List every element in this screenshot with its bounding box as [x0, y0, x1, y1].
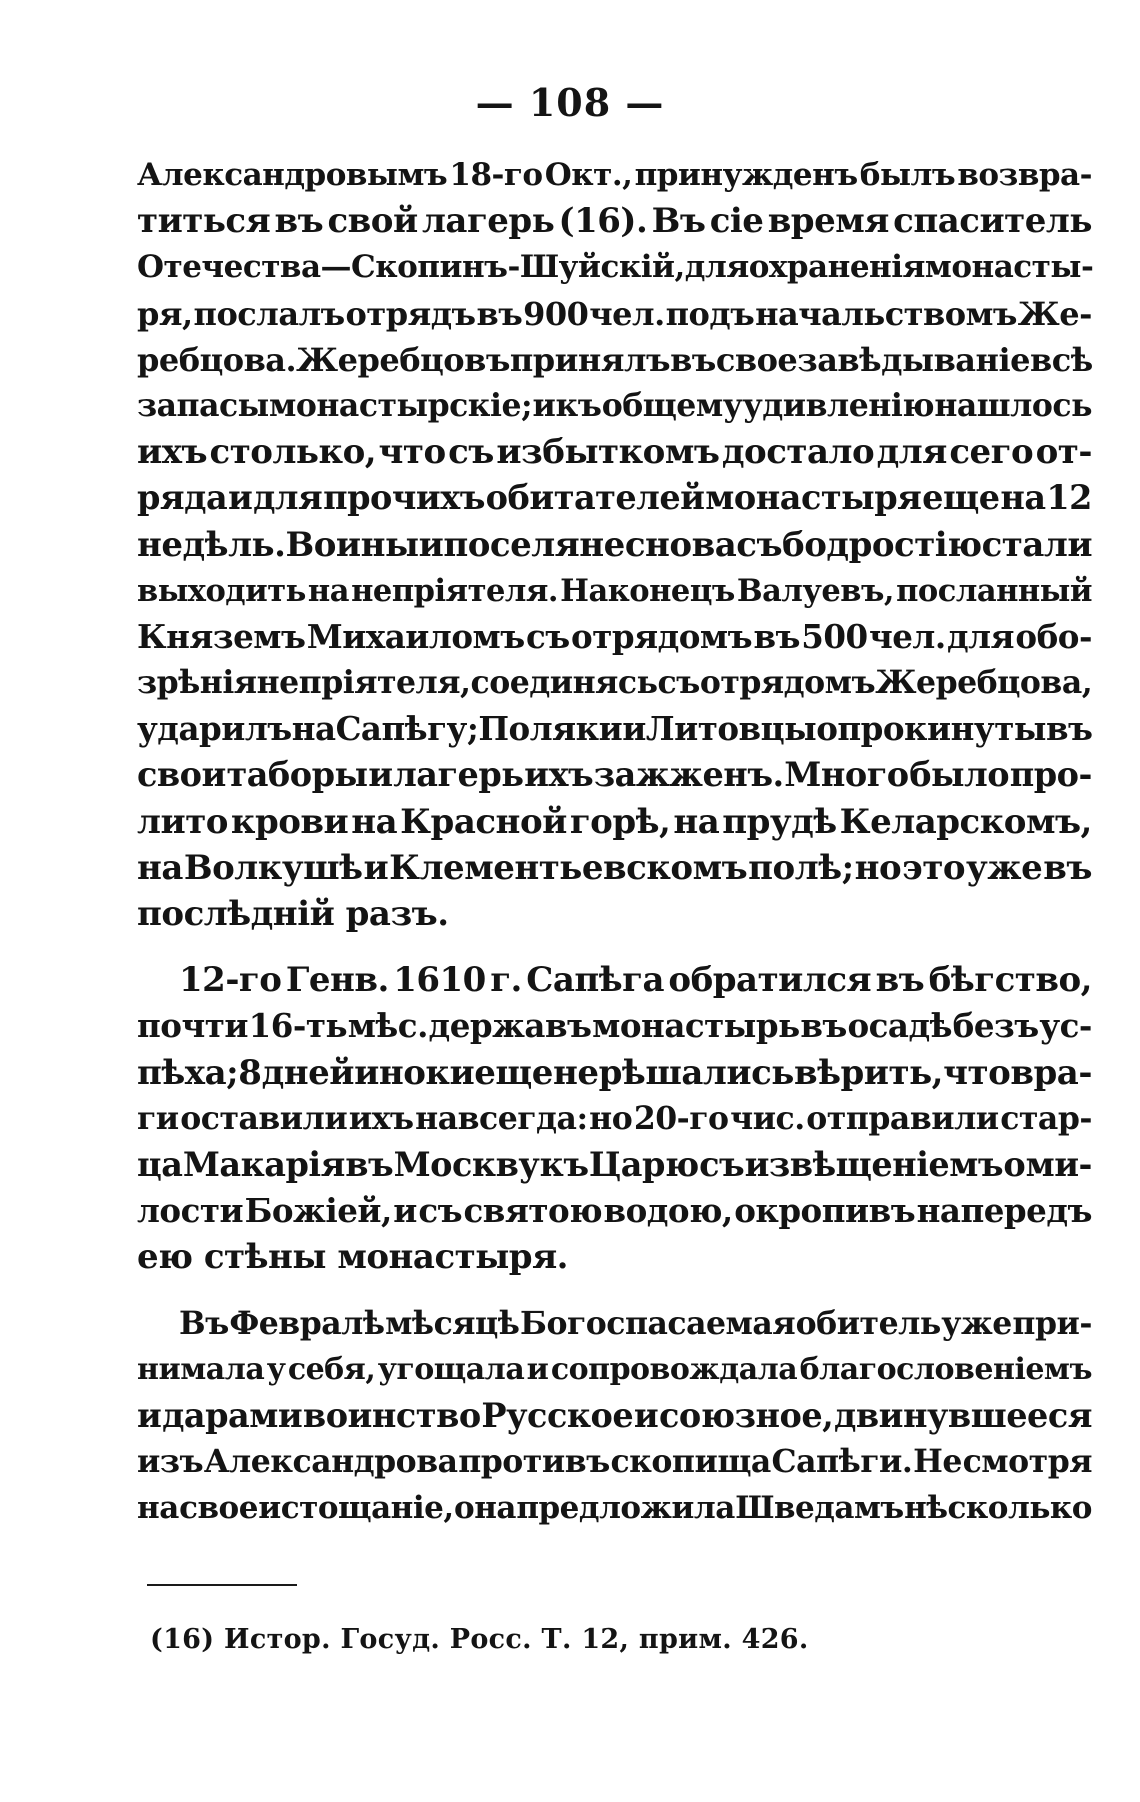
text-line: [137, 244, 1092, 290]
word: Богоспасаемая: [520, 1304, 796, 1342]
word: принялъ: [509, 340, 671, 379]
word: обитателей: [485, 478, 705, 518]
word: Валуевъ,: [736, 572, 895, 609]
word: свое: [179, 1490, 258, 1527]
word: принужденъ: [634, 157, 858, 193]
word: на: [307, 572, 350, 609]
word: отрядомъ: [699, 664, 876, 702]
word: иноки: [354, 1052, 475, 1093]
word: водою,: [603, 1191, 733, 1231]
word: о: [1003, 1144, 1026, 1184]
word: сопровождала: [550, 1351, 798, 1387]
word: уже: [941, 1304, 1012, 1342]
text-line: [137, 845, 1092, 891]
text-line: [137, 614, 1092, 660]
word: Царю: [588, 1144, 699, 1184]
word: съ: [657, 664, 700, 702]
text-line: [137, 1439, 1092, 1485]
word: противъ: [458, 1443, 610, 1481]
word: мѣс.: [347, 1006, 428, 1046]
word: ря,: [137, 294, 193, 333]
word: безъ: [952, 1006, 1039, 1046]
word: рѣшались: [598, 1052, 794, 1093]
word: въ: [670, 340, 716, 379]
word: ги: [137, 1099, 179, 1137]
word: непріятеля.: [351, 572, 559, 609]
word: скопища: [610, 1443, 771, 1481]
text-line: [137, 291, 1092, 337]
word: опрокинуты: [816, 709, 1046, 749]
text-line: [137, 1188, 1092, 1234]
paragraph-gap: [137, 937, 1092, 957]
text-line: [137, 752, 1092, 798]
word: на: [1000, 478, 1046, 518]
word: Сапѣгу;: [335, 709, 479, 749]
text-line: [137, 706, 1092, 752]
word: Жеребцовъ: [296, 340, 510, 379]
word: достало: [721, 432, 875, 473]
word: недѣль.: [137, 524, 286, 565]
word: (16).: [558, 201, 648, 242]
word: полѣ;: [748, 847, 854, 888]
word: Келарскомъ,: [839, 801, 1092, 842]
word: почти: [137, 1006, 248, 1046]
word: свои: [137, 755, 226, 795]
word: въ: [274, 201, 324, 242]
word: 20-го: [633, 1099, 729, 1137]
word: возвра-: [957, 157, 1092, 193]
word: союзное,: [658, 1395, 834, 1435]
word: и: [368, 755, 393, 795]
word: воинство: [302, 1395, 481, 1435]
word: извѣщеніемъ: [744, 1144, 1004, 1184]
word: титься: [137, 201, 271, 242]
text-line: [137, 1393, 1092, 1439]
word: прочихъ: [323, 478, 485, 518]
word: поселяне: [443, 524, 625, 565]
text-line: [137, 1096, 1092, 1142]
word: про-: [1009, 755, 1092, 795]
text-line: ею стѣны монастыря.: [137, 1237, 569, 1278]
word: еще: [922, 478, 1000, 518]
word: осадѣ: [847, 1006, 953, 1046]
word: Божіей,: [244, 1191, 392, 1231]
word: дарами: [162, 1395, 303, 1435]
word: предложила: [516, 1490, 735, 1527]
word: не: [552, 1052, 599, 1093]
word: таборы: [226, 755, 368, 795]
word: свой: [327, 201, 418, 242]
word: на: [351, 801, 398, 842]
word: избыткомъ: [496, 432, 720, 473]
text-line: [137, 1142, 1092, 1188]
word: Волкушѣ: [183, 847, 363, 888]
word: съ: [736, 524, 783, 565]
word: что: [378, 432, 446, 473]
word: окропивъ: [734, 1191, 916, 1231]
word: лагерь: [393, 755, 524, 795]
word: завѣдываніе: [797, 340, 1030, 379]
word: столько,: [209, 432, 377, 473]
word: истощаніе,: [258, 1490, 454, 1527]
text-line: [137, 568, 1092, 614]
word: отрядомъ: [571, 616, 753, 656]
word: лости: [137, 1191, 244, 1231]
word: стар-: [1000, 1099, 1092, 1137]
text-line: [137, 1301, 1092, 1347]
text-line: [137, 337, 1092, 383]
word: 8: [238, 1052, 262, 1093]
word: соединясь: [470, 664, 658, 702]
text-line: [137, 660, 1092, 706]
word: къ: [539, 1144, 589, 1184]
word: это: [902, 847, 966, 888]
word: для: [684, 249, 749, 286]
word: для: [946, 616, 1015, 656]
word: общему: [601, 386, 743, 424]
word: чел.: [589, 294, 665, 333]
text-line: [137, 799, 1092, 845]
word: нимала: [137, 1351, 265, 1387]
word: Не: [913, 1443, 962, 1481]
word: нѣсколько: [904, 1490, 1092, 1527]
word: Много: [784, 755, 909, 795]
word: и: [137, 1395, 162, 1435]
word: г.: [490, 960, 522, 1001]
word: Литовцы: [645, 709, 817, 749]
text-line: [137, 475, 1092, 521]
word: монастырь: [592, 1006, 800, 1046]
word: съ: [448, 432, 494, 473]
text-line: [137, 429, 1092, 475]
word: Окт.,: [544, 157, 633, 193]
word: Въ: [651, 201, 706, 242]
word: и: [622, 709, 646, 749]
word: спаситель: [893, 201, 1092, 242]
word: зажженъ.: [593, 755, 784, 795]
word: 12: [1046, 478, 1092, 518]
word: подъ: [665, 294, 755, 333]
word: державъ: [428, 1006, 592, 1046]
word: уже: [966, 847, 1043, 888]
word: бодростію: [782, 524, 982, 565]
word: на: [137, 847, 183, 888]
word: Шведамъ: [735, 1490, 904, 1527]
word: на: [137, 1490, 179, 1527]
word: благословеніемъ: [799, 1351, 1092, 1387]
word: вра-: [1010, 1052, 1092, 1093]
footnote: (16) Истор. Госуд. Росс. Т. 12, прим. 426.: [150, 1624, 809, 1655]
word: дней: [261, 1052, 354, 1093]
word: и: [363, 847, 389, 888]
word: Макарія: [182, 1144, 345, 1184]
word: и: [526, 1351, 549, 1387]
text-line: [137, 957, 1092, 1003]
word: Поляки: [478, 709, 623, 749]
word: 900: [523, 294, 589, 333]
word: 18-го: [449, 157, 543, 193]
word: снова: [624, 524, 737, 565]
text-line: [137, 152, 1092, 198]
word: горѣ,: [569, 801, 671, 842]
word: Наконецъ: [560, 572, 735, 609]
word: Отечества—Скопинъ-Шуйскій,: [137, 249, 685, 286]
word: изъ: [137, 1443, 204, 1481]
word: двинувшееся: [834, 1395, 1092, 1435]
word: пѣха;: [137, 1052, 239, 1093]
word: у: [266, 1351, 286, 1387]
word: охраненія: [748, 249, 925, 286]
word: въ: [476, 294, 523, 333]
word: отрядъ: [345, 294, 476, 333]
word: ца: [137, 1144, 183, 1184]
word: зрѣнія: [137, 664, 257, 702]
word: былъ: [859, 157, 956, 193]
word: отправили: [806, 1099, 999, 1137]
word: ребцова.: [137, 340, 297, 379]
word: время: [767, 201, 889, 242]
word: непріятеля,: [256, 664, 471, 702]
word: и: [393, 1191, 417, 1231]
word: Въ: [179, 1304, 229, 1342]
word: Генв.: [285, 960, 389, 1001]
text-line: [137, 383, 1092, 429]
word: напередъ: [916, 1191, 1092, 1231]
word: чел.: [868, 616, 946, 656]
word: чис.: [730, 1099, 805, 1137]
text-line: [137, 1347, 1092, 1393]
word: съ: [418, 1191, 463, 1231]
word: всѣ: [1029, 340, 1093, 379]
word: она: [454, 1490, 516, 1527]
word: Александрова: [203, 1443, 458, 1481]
word: вѣрить,: [793, 1052, 943, 1093]
word: лито: [137, 801, 228, 842]
word: и: [227, 478, 253, 518]
word: въ: [800, 1006, 847, 1046]
word: 12-го: [179, 960, 282, 1001]
word: Красной: [400, 801, 567, 842]
word: ми-: [1025, 1144, 1092, 1184]
word: къ: [555, 386, 602, 424]
word: 1610: [393, 960, 486, 1001]
word: Воины: [285, 524, 419, 565]
word: от-: [1035, 432, 1092, 473]
word: и: [532, 386, 556, 424]
word: удивленію: [742, 386, 935, 424]
word: мѣсяцѣ: [385, 1304, 520, 1342]
text-line: [137, 522, 1092, 568]
word: лагерь: [421, 201, 555, 242]
word: послалъ: [193, 294, 345, 333]
word: для: [253, 478, 323, 518]
word: при-: [1012, 1304, 1092, 1342]
word: монастыря: [705, 478, 922, 518]
word: въ: [753, 616, 800, 656]
word: и: [633, 1395, 659, 1435]
word: обитель: [795, 1304, 941, 1342]
word: на: [673, 801, 720, 842]
word: съ: [699, 1144, 745, 1184]
word: монасты-: [924, 249, 1094, 286]
word: Же-: [1017, 294, 1092, 333]
word: бѣгство,: [928, 960, 1092, 1001]
word: Москву: [393, 1144, 540, 1184]
word: угощала: [377, 1351, 525, 1387]
word: было: [909, 755, 1010, 795]
word: оставили: [180, 1099, 348, 1137]
word: и: [418, 524, 444, 565]
body-text: [137, 152, 1092, 1531]
word: навсегда:: [415, 1099, 588, 1137]
word: крови: [230, 801, 349, 842]
word: съ: [525, 616, 570, 656]
word: Февралѣ: [229, 1304, 385, 1342]
text-line: послѣдній разъ.: [137, 894, 449, 934]
word: Клементьевскомъ: [389, 847, 748, 888]
word: Сапѣги.: [771, 1443, 913, 1481]
word: Александровымъ: [137, 157, 448, 193]
text-line: [137, 1003, 1092, 1049]
word: Михаиломъ: [306, 616, 525, 656]
word: Княземъ: [137, 616, 306, 656]
footnote-separator: [147, 1584, 297, 1586]
word: себя,: [287, 1351, 376, 1387]
text-line: [137, 1485, 1092, 1531]
word: смотря: [962, 1443, 1092, 1481]
word: выходить: [137, 572, 306, 609]
word: Сапѣга: [526, 960, 665, 1001]
word: въ: [1043, 847, 1092, 888]
word: сіе: [709, 201, 764, 242]
word: но: [854, 847, 902, 888]
text-line: [137, 1050, 1092, 1096]
word: ударилъ: [137, 709, 292, 749]
word: ус-: [1039, 1006, 1092, 1046]
word: посланный: [896, 572, 1092, 609]
text-line: [137, 198, 1092, 244]
word: 16-ть: [248, 1006, 348, 1046]
word: для: [876, 432, 947, 473]
word: 500: [801, 616, 868, 656]
word: начальствомъ: [755, 294, 1017, 333]
word: свое: [715, 340, 798, 379]
word: ряда: [137, 478, 228, 518]
word: на: [291, 709, 336, 749]
word: Жеребцова,: [875, 664, 1093, 702]
word: обратился: [668, 960, 872, 1001]
word: нашлось: [934, 386, 1092, 424]
word: монастырскіе;: [268, 386, 533, 424]
word: ихъ: [348, 1099, 414, 1137]
word: въ: [875, 960, 925, 1001]
word: прудѣ: [722, 801, 837, 842]
page-number: — 108 —: [475, 80, 665, 125]
word: сего: [949, 432, 1034, 473]
word: стали: [981, 524, 1093, 565]
word: въ: [345, 1144, 394, 1184]
word: еще: [474, 1052, 553, 1093]
word: ихъ: [137, 432, 208, 473]
paragraph-gap: [137, 1281, 1092, 1301]
word: въ: [1045, 709, 1093, 749]
word: запасы: [137, 386, 269, 424]
word: Русское: [481, 1395, 634, 1435]
word: ихъ: [524, 755, 594, 795]
word: что: [943, 1052, 1011, 1093]
word: святою: [463, 1191, 603, 1231]
word: обо-: [1015, 616, 1092, 656]
word: но: [589, 1099, 633, 1137]
